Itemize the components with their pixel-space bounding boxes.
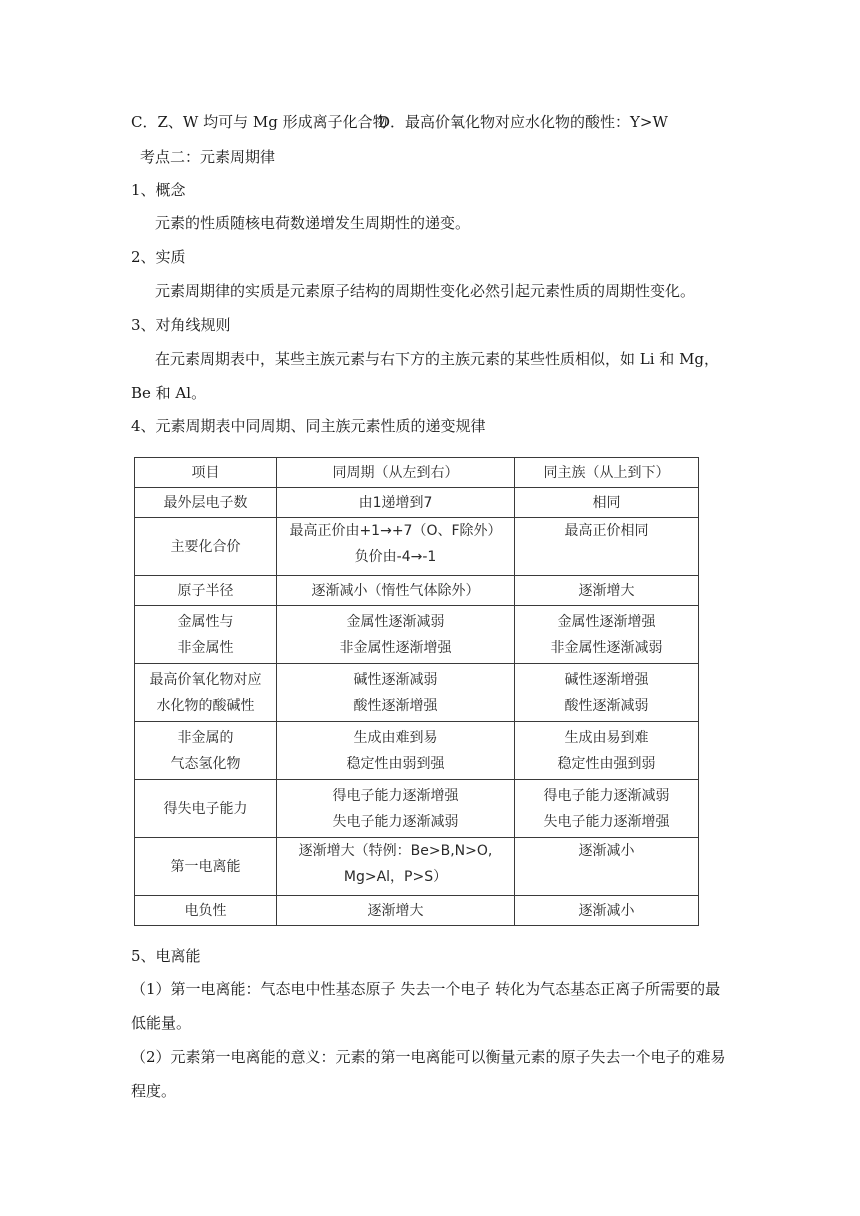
table-cell-group xyxy=(515,780,699,838)
cell-text: 相同 xyxy=(592,494,621,511)
cell-text: 负价由-4→-1 xyxy=(354,549,437,565)
table-row xyxy=(135,576,699,606)
ionization-heading: 5、电离能 xyxy=(131,947,201,965)
table-cell-item xyxy=(135,838,277,896)
table-row xyxy=(135,664,699,722)
diagonal-rule-heading: 3、对角线规则 xyxy=(131,316,231,334)
table-cell-group xyxy=(515,606,699,664)
cell-text: 电负性 xyxy=(184,902,227,919)
table-row xyxy=(135,488,699,518)
table-header-row xyxy=(135,458,699,488)
table-cell-item xyxy=(135,722,277,780)
cell-text: 逐渐增大（特例：Be>B,N>O, xyxy=(298,843,493,859)
cell-text: 酸性逐渐减弱 xyxy=(564,697,649,714)
table-cell-item xyxy=(135,896,277,926)
table-cell-item xyxy=(135,488,277,518)
header-period: 同周期（从左到右） xyxy=(277,458,515,488)
option-d: D．最高价氧化物对应水化物的酸性：Y>W xyxy=(378,113,668,131)
cell-text: 最高正价由+1→+7（O、F除外） xyxy=(289,523,502,539)
option-c: C．Z、W 均可与 Mg 形成离子化合物 xyxy=(131,113,388,131)
cell-text: 最外层电子数 xyxy=(163,494,248,511)
cell-text: 稳定性由弱到强 xyxy=(346,755,445,772)
table-row xyxy=(135,780,699,838)
table-cell-period xyxy=(277,576,515,606)
cell-text: 碱性逐渐减弱 xyxy=(353,671,438,688)
cell-text: 逐渐增大 xyxy=(367,902,424,919)
cell-text: 非金属的 xyxy=(177,729,234,746)
cell-text: 气态氢化物 xyxy=(170,755,241,772)
essence-heading: 2、实质 xyxy=(131,248,186,266)
cell-text: 主要化合价 xyxy=(170,538,241,555)
table-cell-period xyxy=(277,780,515,838)
cell-text: 第一电离能 xyxy=(170,858,241,875)
cell-text: 由1递增到7 xyxy=(358,494,433,511)
cell-text: Mg>Al，P>S） xyxy=(343,869,448,885)
table-cell-item xyxy=(135,606,277,664)
cell-text: 金属性逐渐增强 xyxy=(557,613,656,630)
cell-text: 得电子能力逐渐增强 xyxy=(332,787,459,804)
cell-text: 生成由难到易 xyxy=(353,729,438,746)
cell-text: 非金属性逐渐减弱 xyxy=(550,639,663,656)
cell-text: 非金属性逐渐增强 xyxy=(339,639,452,656)
table-row xyxy=(135,722,699,780)
cell-text: 逐渐增大 xyxy=(578,582,635,599)
cell-text: 碱性逐渐增强 xyxy=(564,671,649,688)
table-cell-item xyxy=(135,576,277,606)
table-cell-period xyxy=(277,722,515,780)
table-cell-period xyxy=(277,518,515,576)
table-row xyxy=(135,838,699,896)
cell-text: 失电子能力逐渐减弱 xyxy=(332,813,459,830)
table-row xyxy=(135,606,699,664)
concept-text: 元素的性质随核电荷数递增发生周期性的递变。 xyxy=(155,214,471,232)
cell-text: 金属性逐渐减弱 xyxy=(346,613,445,630)
table-row xyxy=(135,518,699,576)
cell-text: 得电子能力逐渐减弱 xyxy=(543,787,670,804)
section-heading: 考点二：元素周期律 xyxy=(140,148,276,166)
table-row xyxy=(135,896,699,926)
concept-heading: 1、概念 xyxy=(131,181,186,199)
cell-text: 生成由易到难 xyxy=(564,729,649,746)
ionization-meaning: （2）元素第一电离能的意义：元素的第一电离能可以衡量元素的原子失去一个电子的难易程度。 xyxy=(131,1048,726,1100)
cell-text: 稳定性由强到弱 xyxy=(557,755,656,772)
table-cell-group xyxy=(515,896,699,926)
cell-text: 失电子能力逐渐增强 xyxy=(543,813,670,830)
cell-text: 逐渐减小 xyxy=(578,843,635,859)
table-cell-item xyxy=(135,664,277,722)
cell-text: 酸性逐渐增强 xyxy=(353,697,438,714)
cell-text: 原子半径 xyxy=(177,582,234,599)
cell-text: 逐渐减小 xyxy=(578,902,635,919)
table-cell-period xyxy=(277,664,515,722)
header-group: 同主族（从上到下） xyxy=(515,458,699,488)
table-cell-group xyxy=(515,576,699,606)
table-cell-period xyxy=(277,838,515,896)
table-cell-group xyxy=(515,722,699,780)
cell-text: 非金属性 xyxy=(177,639,234,656)
cell-text: 最高价氧化物对应 xyxy=(149,671,262,688)
ionization-definition: （1）第一电离能：气态电中性基态原子 失去一个电子 转化为气态基态正离子所需要的最低能量。 xyxy=(131,980,721,1032)
cell-text: 水化物的酸碱性 xyxy=(156,697,255,714)
periodic-trends-table xyxy=(134,457,699,926)
table-cell-group xyxy=(515,664,699,722)
table-cell-period xyxy=(277,606,515,664)
table-cell-group xyxy=(515,488,699,518)
table-cell-item xyxy=(135,780,277,838)
table-cell-period xyxy=(277,488,515,518)
cell-text: 得失电子能力 xyxy=(163,800,248,817)
table-cell-period xyxy=(277,896,515,926)
essence-text: 元素周期律的实质是元素原子结构的周期性变化必然引起元素性质的周期性变化。 xyxy=(155,282,696,300)
cell-text: 逐渐减小（惰性气体除外） xyxy=(311,582,480,599)
cell-text: 金属性与 xyxy=(177,613,234,630)
table-cell-group xyxy=(515,518,699,576)
cell-text: 最高正价相同 xyxy=(564,523,649,539)
table-cell-item xyxy=(135,518,277,576)
table-cell-group xyxy=(515,838,699,896)
header-item: 项目 xyxy=(135,458,277,488)
diagonal-rule-text: 在元素周期表中，某些主族元素与右下方的主族元素的某些性质相似，如 Li 和 Mg，Be 和 Al。 xyxy=(131,350,720,402)
table-heading: 4、元素周期表中同周期、同主族元素性质的递变规律 xyxy=(131,417,486,435)
